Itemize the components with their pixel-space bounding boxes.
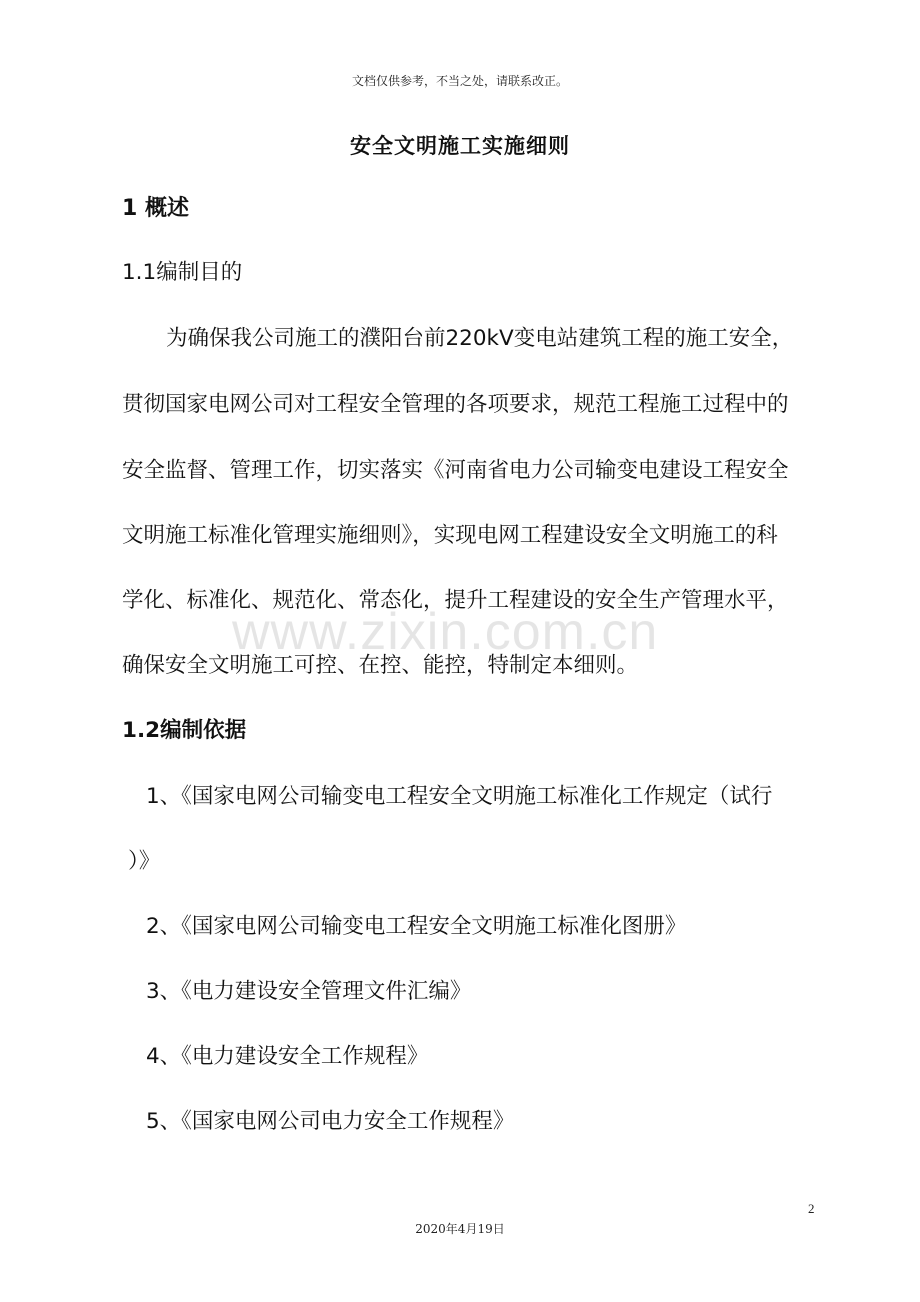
basis-list-item: 2、《国家电网公司输变电工程安全文明施工标准化图册》 <box>146 914 687 939</box>
paragraph-line: 贯彻国家电网公司对工程安全管理的各项要求，规范工程施工过程中的 <box>122 392 789 417</box>
section-heading-overview: 1 概述 <box>122 196 189 221</box>
document-title: 安全文明施工实施细则 <box>350 134 570 158</box>
paragraph-line: 文明施工标准化管理实施细则》，实现电网工程建设安全文明施工的科 <box>122 523 778 548</box>
subsection-heading-basis: 1.2编制依据 <box>122 718 247 743</box>
paragraph-line: 为确保我公司施工的濮阳台前220kV变电站建筑工程的施工安全， <box>166 326 794 351</box>
basis-list-item: 1、《国家电网公司输变电工程安全文明施工标准化工作规定（试行 <box>146 784 773 809</box>
header-note: 文档仅供参考，不当之处，请联系改正。 <box>351 74 568 88</box>
watermark: www.zixin.com.cn <box>232 603 659 661</box>
paragraph-line: 确保安全文明施工可控、在控、能控，特制定本细则。 <box>122 653 639 678</box>
basis-list-item: 5、《国家电网公司电力安全工作规程》 <box>146 1109 515 1134</box>
subsection-heading-purpose: 1.1编制目的 <box>122 260 243 285</box>
footer-date: 2020年4月19日 <box>415 1222 505 1236</box>
paragraph-line: 学化、标准化、规范化、常态化，提升工程建设的安全生产管理水平， <box>122 588 789 613</box>
basis-list-item: 4、《电力建设安全工作规程》 <box>146 1044 429 1069</box>
paragraph-line: 安全监督、管理工作，切实落实《河南省电力公司输变电建设工程安全 <box>122 458 789 483</box>
page-number: 2 <box>808 1201 815 1216</box>
basis-list-item-continuation: ）》 <box>128 849 161 874</box>
basis-list-item: 3、《电力建设安全管理文件汇编》 <box>146 979 472 1004</box>
